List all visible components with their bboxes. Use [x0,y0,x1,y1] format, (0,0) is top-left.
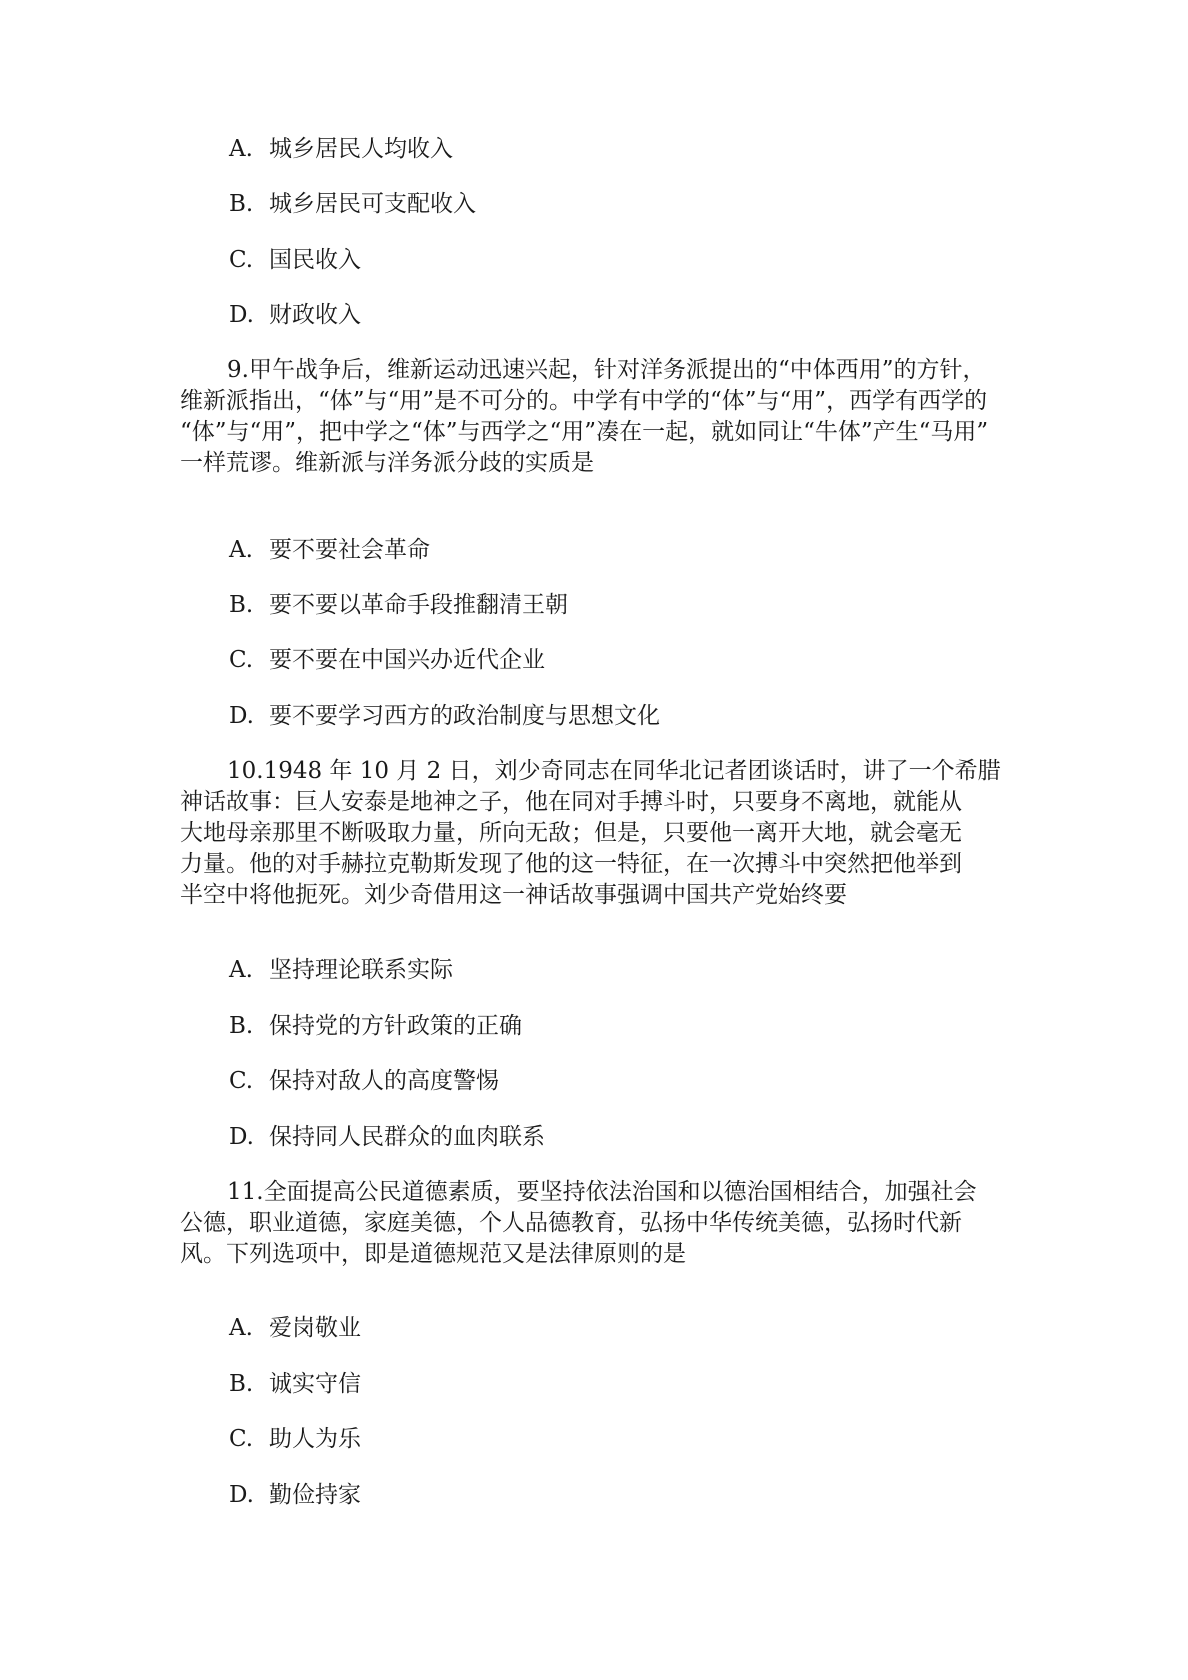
option-text: 保持党的方针政策的正确 [269,1013,522,1039]
option-text: 保持同人民群众的血肉联系 [269,1124,545,1150]
option-text: 国民收入 [269,247,361,273]
q11-option-a [229,1313,361,1343]
q10-option-a [229,955,453,985]
option-text: 爱岗敬业 [269,1315,361,1341]
option-letter: C. [229,247,254,273]
option-text: 要不要以革命手段推翻清王朝 [269,592,568,618]
q11-option-c [229,1424,361,1454]
option-text: 勤俭持家 [269,1482,361,1508]
option-text: 保持对敌人的高度警惕 [269,1068,499,1094]
option-text: 助人为乐 [269,1426,361,1452]
q11-option-b [229,1369,361,1399]
option-letter: B. [229,191,254,217]
question-line: 维新派指出，“体”与“用”是不可分的。中学有中学的“体”与“用”，西学有西学的 [180,388,988,414]
option-letter: A. [229,957,253,983]
option-letter: C. [229,647,254,673]
q10-option-b [229,1011,522,1041]
option-letter: C. [229,1068,254,1094]
option-text: 坚持理论联系实际 [269,957,453,983]
option-letter: D. [229,703,254,729]
option-letter: B. [229,1371,254,1397]
option-text: 财政收入 [269,302,361,328]
option-letter: B. [229,592,254,618]
q9-option-a [229,535,430,565]
question-line: “体”与“用”，把中学之“体”与西学之“用”凑在一起，就如同让“牛体”产生“马用” [180,419,989,445]
q8-option-a [229,134,453,164]
question-line: 风。下列选项中，即是道德规范又是法律原则的是 [180,1241,686,1267]
question-11-text [180,1177,1010,1270]
q11-option-d [229,1480,361,1510]
question-line: 公德，职业道德，家庭美德，个人品德教育，弘扬中华传统美德，弘扬时代新 [180,1210,962,1236]
option-text: 诚实守信 [269,1371,361,1397]
question-line: 9.甲午战争后，维新运动迅速兴起，针对洋务派提出的“中体西用”的方针， [227,357,986,383]
option-text: 要不要学习西方的政治制度与思想文化 [269,703,660,729]
option-letter: A. [229,136,253,162]
option-text: 要不要在中国兴办近代企业 [269,647,545,673]
question-line: 11.全面提高公民道德素质，要坚持依法治国和以德治国相结合，加强社会 [227,1179,977,1205]
q9-option-b [229,590,568,620]
question-line: 一样荒谬。维新派与洋务派分歧的实质是 [180,450,594,476]
option-text: 城乡居民可支配收入 [269,191,476,217]
option-letter: C. [229,1426,254,1452]
q8-option-b [229,189,476,219]
option-letter: D. [229,1482,254,1508]
option-letter: D. [229,302,254,328]
q9-option-d [229,701,660,731]
question-line: 神话故事：巨人安泰是地神之子，他在同对手搏斗时，只要身不离地，就能从 [180,789,962,815]
question-9-text [180,355,1010,479]
q10-option-d [229,1122,545,1152]
question-line: 半空中将他扼死。刘少奇借用这一神话故事强调中国共产党始终要 [180,882,847,908]
option-text: 要不要社会革命 [269,537,430,563]
question-line: 大地母亲那里不断吸取力量，所向无敌；但是，只要他一离开大地，就会毫无 [180,820,962,846]
option-letter: A. [229,537,253,563]
option-letter: A. [229,1315,253,1341]
question-line: 10.1948 年 10 月 2 日，刘少奇同志在同华北记者团谈话时，讲了一个希腊 [227,758,1001,784]
option-letter: D. [229,1124,254,1150]
question-line: 力量。他的对手赫拉克勒斯发现了他的这一特征，在一次搏斗中突然把他举到 [180,851,962,877]
q8-option-c [229,245,361,275]
question-10-text [180,756,1010,911]
option-letter: B. [229,1013,254,1039]
q9-option-c [229,645,545,675]
q8-option-d [229,300,361,330]
option-text: 城乡居民人均收入 [269,136,453,162]
q10-option-c [229,1066,499,1096]
